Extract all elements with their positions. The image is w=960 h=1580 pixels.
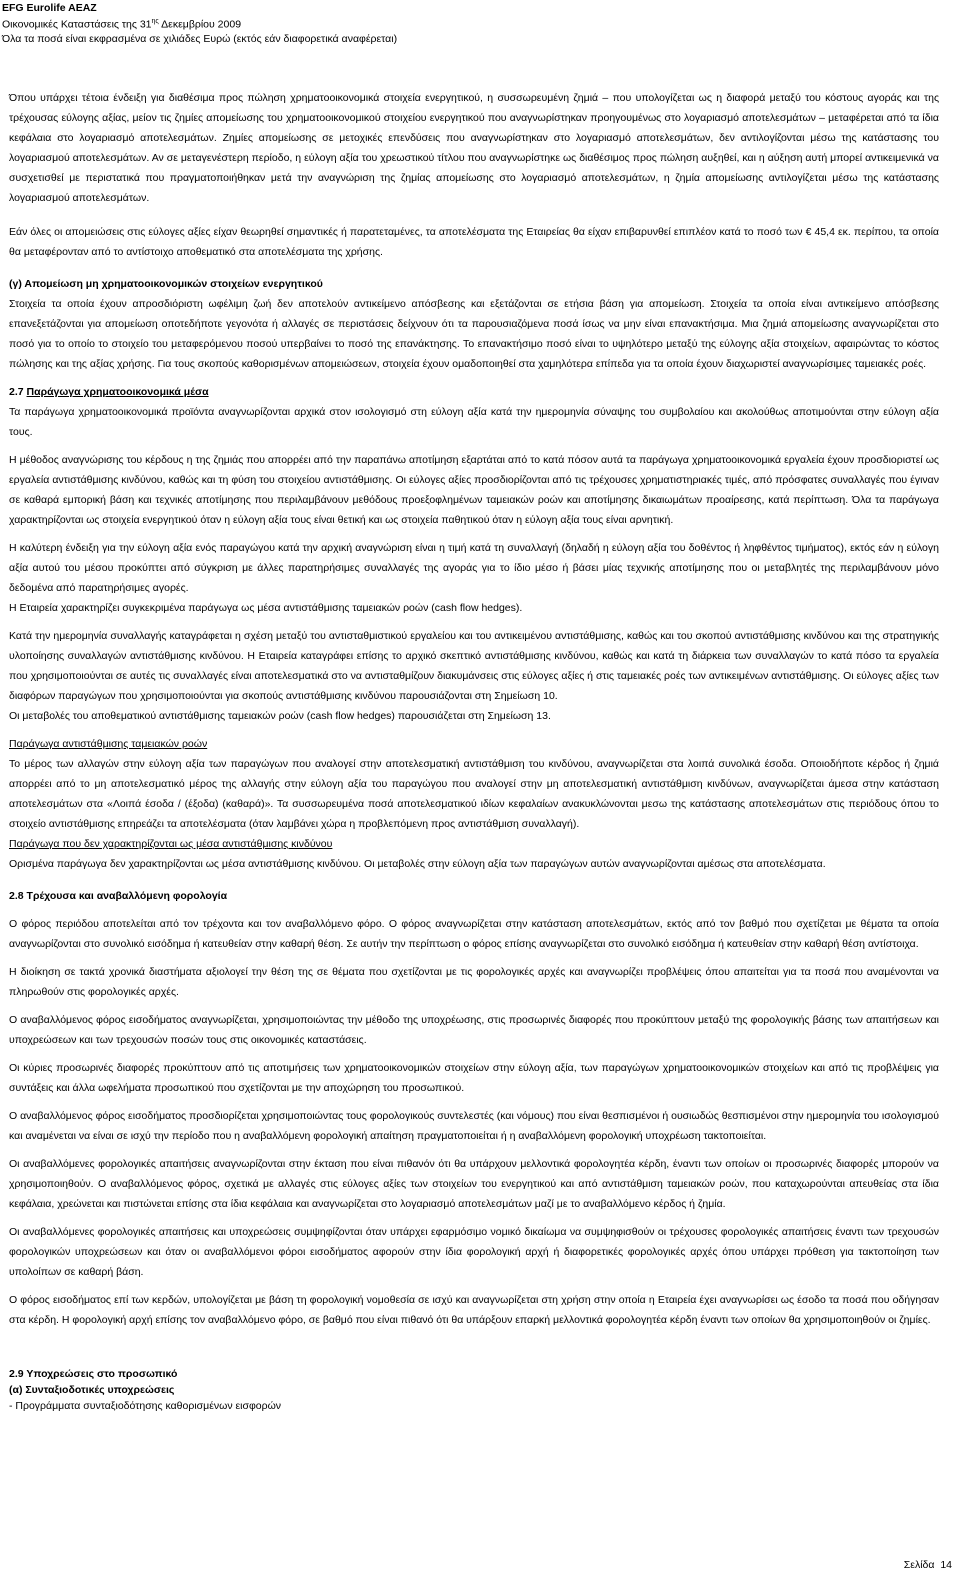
paragraph-derivatives-method: Η μέθοδος αναγνώρισης του κέρδους η της ζημιάς που απορρέει από την παραπάνω αποτίμηση εξαρτάται από το κατά πόσον αυτά τα παράγωγα χρηματοοικονομικά εργαλεία έχουν προσδιοριστεί ως εργαλεία αντιστάθμισης κινδύνου, καθώς και τη φύση του στοιχείου αντιστάθμισης. Οι εύλογες αξίες προσδιορίζονται από τις τρέχουσες χρηματιστηριακές τιμές, από πρόσφατες συναλλαγές που έγιναν σε καθαρά εμπορική βάση και τεχνικές αποτίμησης που περιλαμβάνουν μεθόδους προεξοφλημένων ταμειακών ροών και αποτίμησης δικαιωμάτων προαίρεσης, κατά περίπτωση. Όλα τα παράγωγα χαρακτηρίζονται ως στοιχεία ενεργητικού όταν η εύλογη αξία τους είναι θετική και ως στοιχεία παθητικού όταν η εύλογη αξία τους είναι αρνητική.: [9, 454, 939, 526]
paragraph-deferred-tax-offset: Οι αναβαλλόμενες φορολογικές απαιτήσεις και υποχρεώσεις συμψηφίζονται όταν υπάρχει εφαρμόσιμο νομικό δικαίωμα να συμψηφισθούν οι τρέχουσες φορολογικές απαιτήσεις έναντι των τρεχουσών φορολογικών υποχρεώσεων και όταν οι αναβαλλόμενοι φόροι εισοδήματος αφορούν στην ίδια φορολογική αρχή ή διαφορετικές φορολογικές αρχές όπου υπάρχει πρόθεση για τακτοποίηση των υπολοίπων σε καθαρή βάση.: [9, 1226, 939, 1278]
paragraph-hedge-reserve: Οι μεταβολές του αποθεματικού αντιστάθμισης ταμειακών ροών (cash flow hedges) παρουσιάζεται στη Σημείωση 13.: [9, 710, 551, 722]
heading-cash-flow-hedge: Παράγωγα αντιστάθμισης ταμειακών ροών: [9, 738, 208, 750]
paragraph-tax-period: Ο φόρος περιόδου αποτελείται από τον τρέχοντα και τον αναβαλλόμενο φόρο. Ο φόρος αναγνωρίζεται στην κατάσταση αποτελεσμάτων, εκτός από τον βαθμό που σχετίζεται με θέματα τα οποία αναγνωρίζονται στο συνολικό εισόδημα ή κατευθείαν στην καθαρή θέση. Σε αυτήν την περίπτωση ο φόρος επίσης αναγνωρίζεται στο συνολικό εισόδημα ή κατευθείαν στην καθαρή θέση αντίστοιχα.: [9, 918, 939, 950]
page-number: 14: [940, 1559, 952, 1571]
paragraph-income-tax: Ο φόρος εισοδήματος επί των κερδών, υπολογίζεται με βάση τη φορολογική νομοθεσία σε ισχύ και αναγνωρίζεται στη χρήση στην οποία η Εταιρεία έχει αναγνωρίσει ως έσοδο τα ποσά που οδήγησαν στα κέρδη. Η φορολογική αρχή επίσης τον αναβαλλόμενο φόρο, σε βαθμό που είναι πιθανό ότι θα υπάρξουν επαρκή μελλοντικά φορολογητέα κέρδη έναντι των οποίων θα χρησιμοποιηθούν οι ζημίες.: [9, 1294, 939, 1326]
heading-section-2-9: [9, 1366, 939, 1382]
paragraph-deferred-tax-method: Ο αναβαλλόμενος φόρος εισοδήματος αναγνωρίζεται, χρησιμοποιώντας την μέθοδο της υποχρέωσης, στις προσωρινές διαφορές που προκύπτουν μεταξύ της φορολογικής βάσης των απαιτήσεων και υποχρεώσεων και των τρεχουσών ποσών τους στις οικονομικές καταστάσεις.: [9, 1014, 939, 1046]
paragraph-nonfinancial-impairment: Στοιχεία τα οποία έχουν απροσδιόριστη ωφέλιμη ζωή δεν αποτελούν αντικείμενο απόσβεσης και εξετάζονται σε ετήσια βάση για απομείωση. Στοιχεία τα οποία είναι αντικείμενο απόσβεσης επανεξετάζονται για απομείωση οποτεδήποτε γεγονότα ή αλλαγές σε περιστάσεις δείχνουν ότι τα παρουσιαζόμενα ποσά ίσως να μην είναι επανακτήσιμα. Μια ζημιά απομείωσης αναγνωρίζεται στο ποσό για το οποίο το στοιχείο του μεταφερόμενου ποσού υπερβαίνει το ποσό της επανάκτησης. Το επανακτήσιμο ποσό είναι το υψηλότερο μεταξύ της εύλογης αξία στοιχείων, αφαιρώντας το κόστος πώλησης και της αξίας χρήσης. Για τους σκοπούς καθορισμένων απομειώσεων, στοιχεία έχουν ομαδοποιηθεί στα χαμηλότερα επίπεδα για τα οποία έχουν διαχωριστεί αναγνωρίσιμες ταμειακές ροές.: [9, 298, 939, 370]
statements-suffix: Δεκεμβρίου 2009: [158, 18, 242, 31]
heading-non-hedge-derivatives: Παράγωγα που δεν χαρακτηρίζονται ως μέσα αντιστάθμισης κινδύνου: [9, 838, 333, 850]
document-header: [2, 1, 397, 46]
paragraph-deferred-tax-assets: Οι αναβαλλόμενες φορολογικές απαιτήσεις αναγνωρίζονται στην έκταση που είναι πιθανόν ότι θα υπάρχουν μελλοντικά φορολογητέα κέρδη, έναντι των οποίων οι προσωρινές διαφορές μπορούν να χρησιμοποιηθούν. Ο αναβαλλόμενος φόρος, σχετικά με αλλαγές στις εύλογες αξίες των στοιχείων του ενεργητικού και από αντιστάθμιση ταμειακών ροών, που καταχωρούνται απευθείας στα ίδια κεφάλαια, χρεώνεται και πιστώνεται επίσης στα ίδια κεφάλαια και αναγνωρίζεται στο λογαριασμό αποτελεσμάτων μαζί με το αναβαλλόμενο κέρδος ή ζημία.: [9, 1158, 939, 1210]
section-2-9: [9, 1366, 939, 1414]
paragraph-defined-contribution: - Προγράμματα συνταξιοδότησης καθορισμένων εισφορών: [9, 1400, 282, 1412]
paragraph-non-hedge-derivatives: Ορισμένα παράγωγα δεν χαρακτηρίζονται ως μέσα αντιστάθμισης κινδύνου. Οι μεταβολές στην εύλογη αξία των παραγώγων αυτών αναγνωρίζονται αμέσως στα αποτελέσματα.: [9, 858, 826, 870]
statements-title: [2, 15, 397, 32]
amounts-note: Όλα τα ποσά είναι εκφρασμένα σε χιλιάδες Ευρώ (εκτός εάν διαφορετικά αναφέρεται): [2, 32, 398, 45]
page-label: Σελίδα: [903, 1559, 935, 1571]
page-footer: [904, 1558, 952, 1572]
section-number: 2.8: [9, 890, 24, 902]
paragraph-fair-value-impact: Εάν όλες οι απομειώσεις στις εύλογες αξίες είχαν θεωρηθεί σημαντικές ή παρατεταμένες, τα αποτελέσματα της Εταιρείας θα είχαν επιβαρυνθεί επιπλέον κατά το ποσό των € 45,4 εκ. περίπου, τα οποία θα μεταφέρονταν από το αντίστοιχο αποθεματικό στα αποτελέσματα της χρήσης.: [9, 226, 939, 258]
heading-nonfinancial-impairment: (γ) Απομείωση μη χρηματοοικονομικών στοιχείων ενεργητικού: [9, 278, 323, 290]
section-title: Τρέχουσα και αναβαλλόμενη φορολογία: [26, 890, 228, 902]
section-title: Παράγωγα χρηματοοικονομικά μέσα: [26, 386, 209, 398]
paragraph-cash-flow-hedges: Η Εταιρεία χαρακτηρίζει συγκεκριμένα παράγωγα ως μέσα αντιστάθμισης ταμειακών ροών (cash flow hedges).: [9, 602, 523, 614]
statements-superscript: ης: [151, 18, 159, 25]
paragraph-deferred-tax-rates: Ο αναβαλλόμενος φόρος εισοδήματος προσδιορίζεται χρησιμοποιώντας τους φορολογικούς συντελεστές (και νόμους) που είναι θεσπισμένοι ή ουσιωδώς θεσπισμένοι στην ημερομηνία του ισολογισμού και αναμένεται να είναι σε ισχύ την περίοδο που η αναβαλλόμενη φορολογική απαίτηση πραγματοποιείται ή η αναβαλλόμενη φορολογική υποχρέωση τακτοποιείται.: [9, 1110, 939, 1142]
paragraph-tax-management: Η διοίκηση σε τακτά χρονικά διαστήματα αξιολογεί την θέση της σε θέματα που σχετίζονται με τις φορολογικές αρχές και αναγνωρίζει προβλέψεις όπου απαιτείται για τα ποσά που αναμένονται να πληρωθούν στις φορολογικές αρχές.: [9, 966, 939, 998]
section-number: 2.7: [9, 386, 24, 398]
heading-section-2-8: [9, 886, 939, 906]
section-number: 2.9: [9, 1368, 24, 1380]
paragraph-afs-impairment: Όπου υπάρχει τέτοια ένδειξη για διαθέσιμα προς πώληση χρηματοοικονομικά στοιχεία ενεργητικού, η συσσωρευμένη ζημιά – που υπολογίζεται ως η διαφορά μεταξύ του κόστους αγοράς και της τρέχουσας εύλογης αξίας, μείον τις ζημίες απομείωσης του χρηματοοικονομικού στοιχείου ενεργητικού που αναγνωρίστηκαν προηγουμένως στο λογαριασμό αποτελεσμάτων – μεταφέρεται από τα ίδια κεφάλαια στο λογαριασμό αποτελεσμάτων. Ζημίες απομείωσης σε μετοχικές επενδύσεις που αναγνωρίστηκαν στο λογαριασμό αποτελεσμάτων, δεν αντιλογίζονται μέσω της κατάστασης του λογαριασμού αποτελεσμάτων. Αν σε μεταγενέστερη περίοδο, η εύλογη αξία του χρεωστικού τίτλου που αναγνωρίστηκε ως διαθέσιμος προς πώληση αυξηθεί, και η αύξηση αυτή μπορεί αντικειμενικά να συσχετισθεί με περιστατικά που πραγματοποιήθηκαν μετά την αναγνώριση της ζημίας απομείωσης στο λογαριασμό αποτελεσμάτων, η ζημία απομείωσης αντιλογίζεται μέσω της κατάστασης λογαριασμού αποτελεσμάτων.: [9, 92, 939, 204]
paragraph-hedge-documentation: Κατά την ημερομηνία συναλλαγής καταγράφεται η σχέση μεταξύ του αντισταθμιστικού εργαλείου και του αντικειμένου αντιστάθμισης, καθώς και του σκοπού αντιστάθμισης κινδύνου και της στρατηγικής υλοποίησης συναλλαγών αντιστάθμισης κινδύνου. Η Εταιρεία καταγράφει επίσης το αρχικό σκεπτικό αντιστάθμισης κινδύνου, καθώς και κατά τη διάρκεια των συναλλαγών το κατά πόσο τα εργαλεία που χρησιμοποιούνται σε αυτές τις συναλλαγές είναι αποτελεσματικά στο να αντισταθμίζουν διακυμάνσεις στις εύλογες αξίες ή στις ταμειακές ροές των αντικειμένων αντιστάθμισης. Οι εύλογες αξίες των διαφόρων παραγώγων που χρησιμοποιούνται για σκοπούς αντιστάθμισης κινδύνου παρουσιάζονται στη Σημείωση 10.: [9, 630, 939, 702]
heading-pension-obligations: (α) Συνταξιοδοτικές υποχρεώσεις: [9, 1384, 175, 1396]
document-body: [9, 88, 939, 1414]
company-name: EFG Eurolife AEAZ: [2, 2, 97, 14]
paragraph-temporary-differences: Οι κύριες προσωρινές διαφορές προκύπτουν από τις αποτιμήσεις των χρηματοοικονομικών στοιχείων στην εύλογη αξία, των παραγώγων χρηματοοικονομικών στοιχείων και από τις προβλέψεις για συντάξεις και άλλα ωφελήματα προσωπικού που σχετίζονται με την αποχώρηση του προσωπικού.: [9, 1062, 939, 1094]
section-title: Υποχρεώσεις στο προσωπικό: [26, 1368, 178, 1380]
heading-section-2-7: [9, 382, 939, 402]
paragraph-derivatives-recognition: Τα παράγωγα χρηματοοικονομικά προϊόντα αναγνωρίζονται αρχικά στον ισολογισμό στη εύλογη αξία κατά την ημερομηνία σύναψης του συμβολαίου και ακολούθως αποτιμούνται στην εύλογη αξία τους.: [9, 406, 939, 438]
paragraph-derivatives-fair-value: Η καλύτερη ένδειξη για την εύλογη αξία ενός παραγώγου κατά την αρχική αναγνώριση είναι η τιμή κατά τη συναλλαγή (δηλαδή η εύλογη αξία του δοθέντος ή ληφθέντος τιμήματος), εκτός εάν η εύλογη αξία αυτού του μέσου προκύπτει από σύγκριση με άλλες παρατηρήσιμες συναλλαγές της αγοράς για το ίδιο μέσο ή βάσει μίας τεχνικής αποτίμησης που οι μεταβλητές της περιλαμβάνουν μόνο δεδομένα από παρατηρήσιμες αγορές.: [9, 542, 939, 594]
paragraph-cash-flow-hedge: Το μέρος των αλλαγών στην εύλογη αξία των παραγώγων που αναλογεί στην αποτελεσματική αντιστάθμιση του κινδύνου, αναγνωρίζεται στα λοιπά συνολικά έσοδα. Οποιοδήποτε κέρδος ή ζημιά απορρέει από το μη αποτελεσματικό μέρος της αλλαγής στην εύλογη αξία του παραγώγου που αναλογεί στην μη αποτελεσματική αντιστάθμιση κινδύνων, αναγνωρίζεται άμεσα στην κατάσταση αποτελεσμάτων στα «Λοιπά έσοδα / (έξοδα) (καθαρά)». Τα συσσωρευμένα ποσά αποτελεσματικού ιδίων κεφαλαίων ανακυκλώνονται μεσω της κατάστασης αποτελεσμάτων στις περιόδους όπου το στοιχείο αντιστάθμισης επηρεάζει τα αποτελέσματα (όταν λαμβάνει χώρα η προβλεπόμενη προς αντιστάθμιση συναλλαγή).: [9, 758, 939, 830]
statements-prefix: Οικονομικές Καταστάσεις της 31: [2, 18, 152, 31]
